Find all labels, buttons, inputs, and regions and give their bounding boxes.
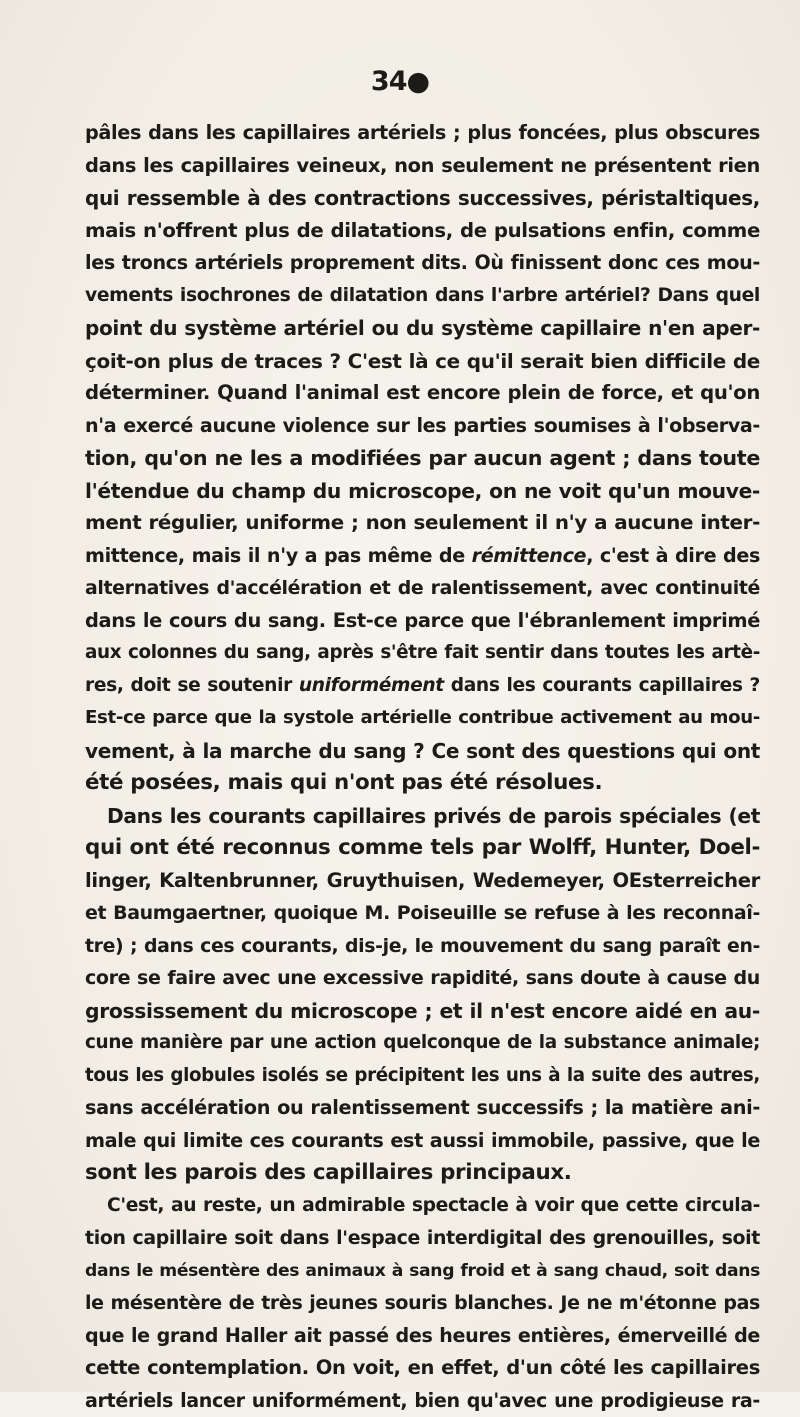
text-line: male qui limite ces courants est aussi immobile, passive, que le bbox=[85, 1125, 760, 1158]
text-line: mais n'offrent plus de dilatations, de pulsations enfin, comme bbox=[85, 215, 760, 248]
text-line: pâles dans les capillaires artériels ; plus foncées, plus obscures bbox=[85, 117, 760, 150]
text-line: aux colonnes du sang, après s'être fait sentir dans toutes les artè- bbox=[85, 637, 760, 670]
text-line: vement, à la marche du sang ? Ce sont des questions qui ont bbox=[85, 735, 760, 768]
text-line: Est-ce parce que la systole artérielle contribue activement au mou- bbox=[85, 702, 760, 735]
text-line: déterminer. Quand l'animal est encore plein de force, et qu'on bbox=[85, 377, 760, 410]
text-line bbox=[85, 540, 760, 573]
text-line: artériels lancer uniformément, bien qu'avec une prodigieuse ra- bbox=[85, 1385, 760, 1417]
italic-term: uniformément bbox=[299, 675, 444, 696]
text-line: que le grand Haller ait passé des heures entières, émerveillé de bbox=[85, 1320, 760, 1353]
text-line: alternatives d'accélération et de ralentissement, avec continuité bbox=[85, 572, 760, 605]
text-line: sont les parois des capillaires principaux. bbox=[85, 1157, 760, 1190]
text-line: grossissement du microscope ; et il n'est encore aidé en au- bbox=[85, 995, 760, 1028]
text-line: sans accélération ou ralentissement successifs ; la matière ani- bbox=[85, 1092, 760, 1125]
page-number: 34● bbox=[360, 66, 440, 97]
text-line: dans les capillaires veineux, non seulement ne présentent rien bbox=[85, 150, 760, 183]
text-line: cune manière par une action quelconque de la substance animale; bbox=[85, 1027, 760, 1060]
text-line: tion capillaire soit dans l'espace interdigital des grenouilles, soit bbox=[85, 1222, 760, 1255]
text-line: dans le cours du sang. Est-ce parce que l'ébranlement imprimé bbox=[85, 605, 760, 638]
text-line: Dans les courants capillaires privés de parois spéciales (et bbox=[85, 800, 760, 833]
text-line: et Baumgaertner, quoique M. Poiseuille se refuse à les reconnaî- bbox=[85, 897, 760, 930]
text-line: cette contemplation. On voit, en effet, d'un côté les capillaires bbox=[85, 1352, 760, 1385]
italic-term: rémittence bbox=[472, 544, 587, 567]
text-segment: , c'est à dire des bbox=[586, 544, 760, 567]
text-line: tous les globules isolés se précipitent les uns à la suite des autres, bbox=[85, 1060, 760, 1093]
text-line: core se faire avec une excessive rapidité, sans doute à cause du bbox=[85, 962, 760, 995]
text-line: le mésentère de très jeunes souris blanches. Je ne m'étonne pas bbox=[85, 1287, 760, 1320]
text-line: été posées, mais qui n'ont pas été résolues. bbox=[85, 767, 760, 800]
text-line: qui ont été reconnus comme tels par Wolff, Hunter, Doel- bbox=[85, 832, 760, 865]
text-line: tre) ; dans ces courants, dis-je, le mouvement du sang paraît en- bbox=[85, 930, 760, 963]
text-segment: dans les courants capillaires ? bbox=[444, 675, 760, 696]
text-line: C'est, au reste, un admirable spectacle à voir que cette circula- bbox=[85, 1190, 760, 1223]
text-line: linger, Kaltenbrunner, Gruythuisen, Wedemeyer, OEsterreicher bbox=[85, 865, 760, 898]
text-line: qui ressemble à des contractions successives, péristaltiques, bbox=[85, 182, 760, 215]
text-line: dans le mésentère des animaux à sang froid et à sang chaud, soit dans bbox=[85, 1255, 760, 1288]
text-line: les troncs artériels proprement dits. Où finissent donc ces mou- bbox=[85, 247, 760, 280]
text-line: ment régulier, uniforme ; non seulement il n'y a aucune inter- bbox=[85, 507, 760, 540]
text-line: n'a exercé aucune violence sur les parties soumises à l'observa- bbox=[85, 410, 760, 443]
text-line bbox=[85, 670, 760, 703]
body-text bbox=[85, 117, 760, 1417]
text-line: çoit-on plus de traces ? C'est là ce qu'il serait bien difficile de bbox=[85, 345, 760, 378]
text-line: tion, qu'on ne les a modifiées par aucun agent ; dans toute bbox=[85, 442, 760, 475]
text-segment: res, doit se soutenir bbox=[85, 675, 299, 696]
text-line: vements isochrones de dilatation dans l'arbre artériel? Dans quel bbox=[85, 280, 760, 313]
text-line: l'étendue du champ du microscope, on ne voit qu'un mouve- bbox=[85, 475, 760, 508]
text-line: point du système artériel ou du système capillaire n'en aper- bbox=[85, 312, 760, 345]
text-segment: mittence, mais il n'y a pas même de bbox=[85, 544, 472, 567]
